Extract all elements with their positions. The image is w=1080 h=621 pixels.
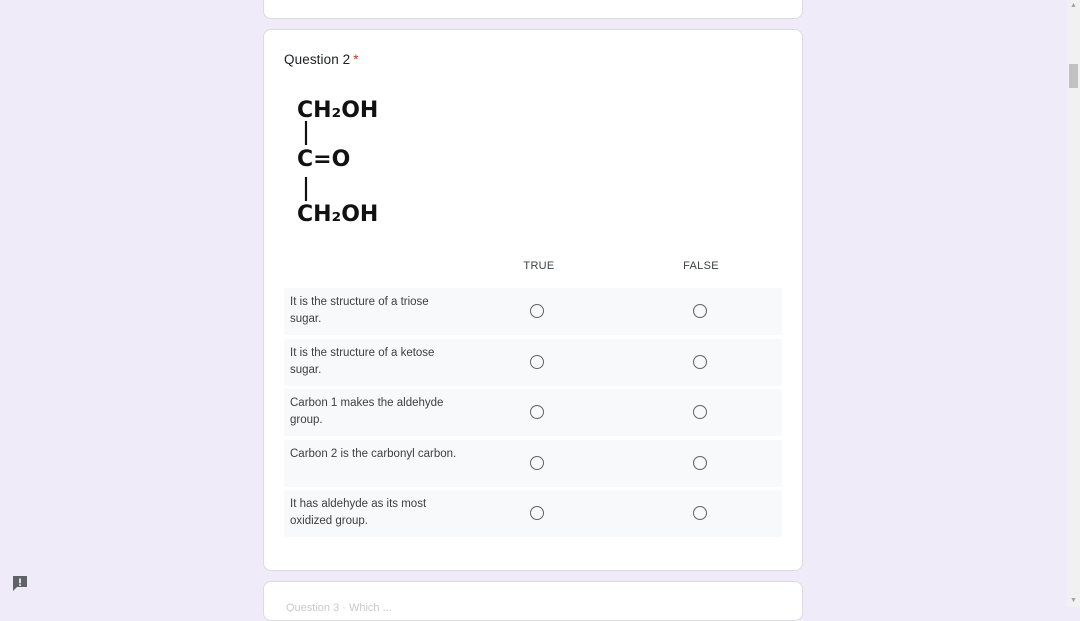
next-question-card [263, 581, 803, 621]
question-card [263, 29, 803, 571]
previous-question-card [263, 0, 803, 19]
radio-false[interactable] [693, 456, 707, 470]
radio-false[interactable] [693, 304, 707, 318]
next-question-preview: Question 3 · Which ... [286, 602, 392, 612]
structure-bottom-group: CH₂OH [297, 202, 379, 227]
column-header-true: TRUE [523, 260, 555, 272]
radio-false[interactable] [693, 405, 707, 419]
radio-true[interactable] [530, 405, 544, 419]
report-problem-icon[interactable] [11, 574, 29, 592]
scroll-down-arrow-icon[interactable]: ▼ [1070, 597, 1077, 604]
grid-row [284, 389, 782, 436]
radio-true[interactable] [530, 456, 544, 470]
scroll-up-arrow-icon[interactable]: ▲ [1070, 2, 1077, 9]
row-label: Carbon 2 is the carbonyl carbon. [290, 448, 457, 460]
grid-row [284, 339, 782, 386]
radio-false[interactable] [693, 506, 707, 520]
page-scrollbar[interactable] [1067, 0, 1080, 607]
structure-top-group: CH₂OH [297, 98, 379, 123]
radio-true[interactable] [530, 506, 544, 520]
grid-row [284, 490, 782, 537]
dihydroxyacetone-structure-image [295, 93, 395, 233]
row-label: Carbon 1 makes the aldehyde group. [290, 397, 444, 426]
structure-middle-group: C=O [297, 147, 351, 172]
row-label: It has aldehyde as its most oxidized group. [290, 498, 427, 527]
column-header-false: FALSE [683, 260, 719, 272]
grid-row [284, 440, 782, 487]
row-label: It is the structure of a triose sugar. [290, 296, 429, 325]
question-title [284, 52, 359, 67]
scrollbar-thumb[interactable] [1069, 64, 1078, 88]
radio-false[interactable] [693, 355, 707, 369]
question-title-text: Question 2 [284, 52, 351, 67]
radio-true[interactable] [530, 355, 544, 369]
row-label: It is the structure of a ketose sugar. [290, 347, 435, 376]
radio-true[interactable] [530, 304, 544, 318]
grid-row [284, 288, 782, 335]
required-asterisk: * [353, 52, 359, 67]
